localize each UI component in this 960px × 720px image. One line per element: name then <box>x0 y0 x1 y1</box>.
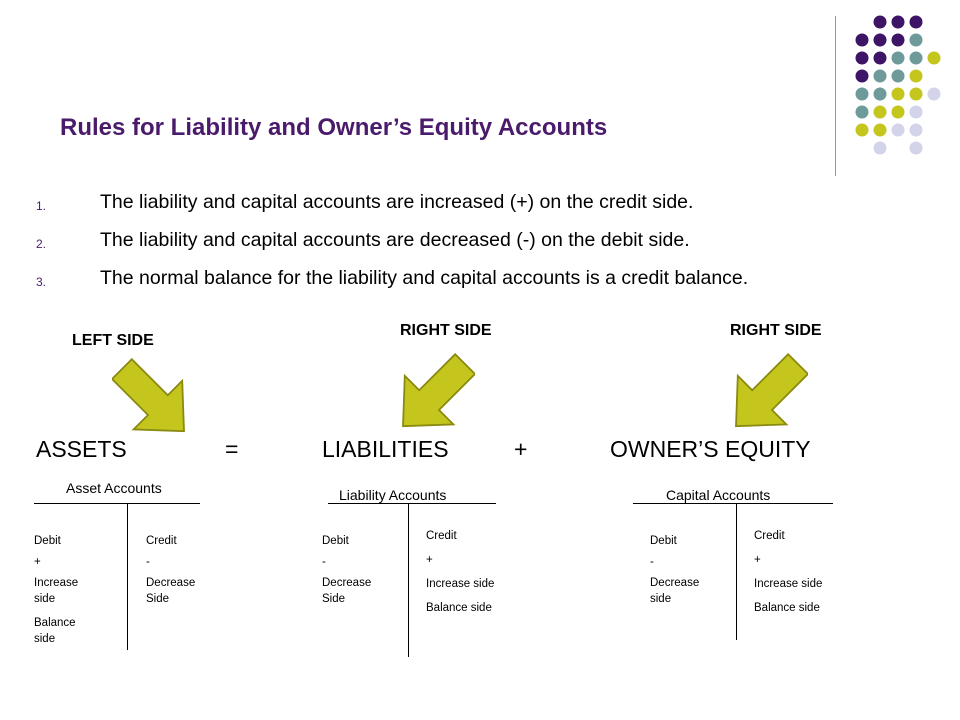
decorative-dot <box>910 142 923 155</box>
left-side-label: LEFT SIDE <box>72 332 154 349</box>
decorative-dot <box>874 142 887 155</box>
rule-number: 1. <box>36 199 47 213</box>
credit-sign: + <box>754 554 761 566</box>
debit-line: Side <box>322 593 346 605</box>
decorative-dot <box>874 34 887 47</box>
arrow-down-left-icon <box>385 347 475 437</box>
debit-heading: Debit <box>650 535 677 547</box>
debit-line: Increase <box>34 577 79 589</box>
decorative-dot <box>856 34 869 47</box>
debit-sign: - <box>650 556 654 568</box>
slide-title: Rules for Liability and Owner’s Equity Accounts <box>60 114 608 141</box>
rule-text: The normal balance for the liability and capital accounts is a credit balance. <box>100 267 749 289</box>
arrow-down-right-icon <box>112 352 202 442</box>
t-account-top-rule <box>328 503 496 504</box>
decorative-dot <box>874 70 887 83</box>
decorative-dot <box>892 70 905 83</box>
decorative-dot <box>892 88 905 101</box>
t-account-divider <box>736 503 737 640</box>
equation-equals: = <box>225 436 239 462</box>
decorative-dot <box>910 70 923 83</box>
decorative-dot <box>874 88 887 101</box>
t-account-divider <box>408 503 409 657</box>
debit-sign: + <box>34 556 41 568</box>
decorative-dot <box>856 88 869 101</box>
t-account-title: Capital Accounts <box>666 487 771 503</box>
decorative-dot <box>892 34 905 47</box>
t-account-top-rule <box>34 503 200 504</box>
debit-line: side <box>34 593 56 605</box>
rule-number: 3. <box>36 275 47 289</box>
decorative-dot <box>856 106 869 119</box>
right-side-label-equity: RIGHT SIDE <box>730 322 822 339</box>
decorative-dot <box>928 52 941 65</box>
decorative-dot <box>892 16 905 29</box>
credit-line: Decrease <box>146 577 196 589</box>
decorative-dot <box>928 88 941 101</box>
rule-text: The liability and capital accounts are increased (+) on the credit side. <box>100 191 694 213</box>
right-side-label-liabilities: RIGHT SIDE <box>400 322 492 339</box>
credit-column <box>426 524 494 620</box>
debit-line: Decrease <box>650 577 700 589</box>
decorative-dot <box>874 52 887 65</box>
debit-heading: Debit <box>34 535 61 547</box>
decorative-dot <box>910 52 923 65</box>
decorative-dot <box>892 52 905 65</box>
credit-sign: + <box>426 554 433 566</box>
credit-heading: Credit <box>146 535 177 547</box>
rule-text: The liability and capital accounts are decreased (-) on the debit side. <box>100 229 690 251</box>
t-account-title: Asset Accounts <box>66 480 162 496</box>
decorative-dot <box>892 106 905 119</box>
rule-number: 2. <box>36 237 47 251</box>
arrow-down-left-icon <box>718 347 808 437</box>
decorative-dot <box>874 106 887 119</box>
credit-column <box>146 531 195 607</box>
debit-column <box>650 531 699 607</box>
credit-line: Balance side <box>426 602 492 614</box>
credit-line: Balance side <box>754 602 820 614</box>
debit-heading: Debit <box>322 535 349 547</box>
debit-column <box>34 531 78 647</box>
t-account-top-rule <box>633 503 833 504</box>
equation-liabilities: LIABILITIES <box>322 436 449 462</box>
decorative-divider <box>835 16 836 176</box>
debit-line: side <box>650 593 672 605</box>
debit-line: Decrease <box>322 577 372 589</box>
t-account-divider <box>127 503 128 650</box>
equation-assets: ASSETS <box>36 436 127 462</box>
equation-plus: + <box>514 436 528 462</box>
decorative-dot <box>910 88 923 101</box>
decorative-dot <box>910 16 923 29</box>
credit-sign: - <box>146 556 150 568</box>
decorative-dot <box>874 124 887 137</box>
credit-line: Increase side <box>754 578 823 590</box>
decorative-dot <box>910 34 923 47</box>
debit-line: Balance <box>34 617 76 629</box>
credit-column <box>754 524 822 620</box>
decorative-dot <box>874 16 887 29</box>
equation-equity: OWNER’S EQUITY <box>610 436 811 462</box>
decorative-dot <box>910 106 923 119</box>
t-account-title: Liability Accounts <box>339 487 447 503</box>
decorative-dot <box>910 124 923 137</box>
decorative-dot-grid <box>838 12 958 162</box>
debit-line: side <box>34 633 56 645</box>
credit-line: Increase side <box>426 578 495 590</box>
decorative-dot <box>856 70 869 83</box>
decorative-dot <box>892 124 905 137</box>
debit-sign: - <box>322 556 326 568</box>
credit-line: Side <box>146 593 170 605</box>
decorative-dot <box>856 124 869 137</box>
credit-heading: Credit <box>754 530 785 542</box>
decorative-dot <box>856 52 869 65</box>
credit-heading: Credit <box>426 530 457 542</box>
debit-column <box>322 531 371 607</box>
